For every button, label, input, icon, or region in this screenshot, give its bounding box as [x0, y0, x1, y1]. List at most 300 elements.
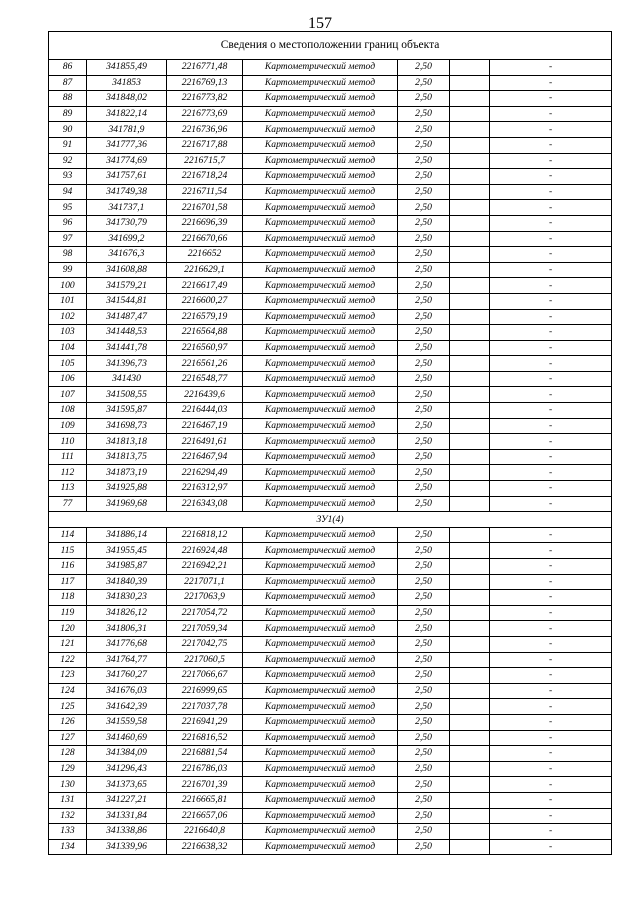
table-row: [49, 543, 612, 559]
point-number-cell: 120: [49, 621, 87, 637]
coord-y-cell: 2216924,48: [167, 543, 243, 559]
point-number-cell: 103: [49, 325, 87, 341]
accuracy-cell: 2,50: [398, 481, 450, 497]
coord-y-cell: 2216640,8: [167, 824, 243, 840]
method-cell: Картометрический метод: [243, 122, 398, 138]
coord-y-cell: 2216771,48: [167, 60, 243, 76]
description-cell: -: [490, 387, 612, 403]
table-row: [49, 122, 612, 138]
coord-x-cell: 341830,23: [87, 590, 167, 606]
coord-x-cell: 341642,39: [87, 699, 167, 715]
coord-y-cell: 2216491,61: [167, 434, 243, 450]
extra-cell: [450, 621, 490, 637]
extra-cell: [450, 184, 490, 200]
table-row: [49, 169, 612, 185]
accuracy-cell: 2,50: [398, 293, 450, 309]
point-number-cell: 91: [49, 137, 87, 153]
accuracy-cell: 2,50: [398, 231, 450, 247]
extra-cell: [450, 668, 490, 684]
coord-y-cell: 2216560,97: [167, 340, 243, 356]
accuracy-cell: 2,50: [398, 668, 450, 684]
point-number-cell: 96: [49, 215, 87, 231]
extra-cell: [450, 792, 490, 808]
point-number-cell: 134: [49, 839, 87, 855]
extra-cell: [450, 340, 490, 356]
method-cell: Картометрический метод: [243, 137, 398, 153]
accuracy-cell: 2,50: [398, 621, 450, 637]
description-cell: -: [490, 808, 612, 824]
point-number-cell: 107: [49, 387, 87, 403]
accuracy-cell: 2,50: [398, 60, 450, 76]
accuracy-cell: 2,50: [398, 683, 450, 699]
table-row: [49, 839, 612, 855]
coord-x-cell: 341296,43: [87, 761, 167, 777]
coord-x-cell: 341955,45: [87, 543, 167, 559]
table-row: [49, 590, 612, 606]
method-cell: Картометрический метод: [243, 231, 398, 247]
method-cell: Картометрический метод: [243, 60, 398, 76]
extra-cell: [450, 387, 490, 403]
coord-x-cell: 341384,09: [87, 746, 167, 762]
method-cell: Картометрический метод: [243, 761, 398, 777]
coord-x-cell: 341373,65: [87, 777, 167, 793]
accuracy-cell: 2,50: [398, 730, 450, 746]
table-row: [49, 137, 612, 153]
point-number-cell: 129: [49, 761, 87, 777]
method-cell: Картометрический метод: [243, 371, 398, 387]
table-row: [49, 309, 612, 325]
method-cell: Картометрический метод: [243, 714, 398, 730]
coord-x-cell: 341774,69: [87, 153, 167, 169]
accuracy-cell: 2,50: [398, 590, 450, 606]
description-cell: -: [490, 839, 612, 855]
accuracy-cell: 2,50: [398, 200, 450, 216]
extra-cell: [450, 106, 490, 122]
coord-y-cell: 2216711,54: [167, 184, 243, 200]
extra-cell: [450, 231, 490, 247]
method-cell: Картометрический метод: [243, 481, 398, 497]
coord-y-cell: 2217060,5: [167, 652, 243, 668]
extra-cell: [450, 371, 490, 387]
accuracy-cell: 2,50: [398, 122, 450, 138]
point-number-cell: 133: [49, 824, 87, 840]
coord-x-cell: 341595,87: [87, 403, 167, 419]
coord-x-cell: 341985,87: [87, 559, 167, 575]
coord-x-cell: 341781,9: [87, 122, 167, 138]
method-cell: Картометрический метод: [243, 449, 398, 465]
method-cell: Картометрический метод: [243, 792, 398, 808]
coord-y-cell: 2216941,29: [167, 714, 243, 730]
description-cell: -: [490, 169, 612, 185]
table-row: [49, 200, 612, 216]
coord-x-cell: 341749,38: [87, 184, 167, 200]
coord-y-cell: 2216769,13: [167, 75, 243, 91]
table-row: [49, 652, 612, 668]
point-number-cell: 131: [49, 792, 87, 808]
extra-cell: [450, 278, 490, 294]
table-row: [49, 215, 612, 231]
accuracy-cell: 2,50: [398, 434, 450, 450]
description-cell: -: [490, 278, 612, 294]
point-number-cell: 99: [49, 262, 87, 278]
table-row: [49, 325, 612, 341]
description-cell: -: [490, 590, 612, 606]
coord-y-cell: 2216548,77: [167, 371, 243, 387]
coord-y-cell: 2216881,54: [167, 746, 243, 762]
point-number-cell: 123: [49, 668, 87, 684]
table-row: [49, 559, 612, 575]
point-number-cell: 93: [49, 169, 87, 185]
coord-y-cell: 2216343,08: [167, 496, 243, 512]
accuracy-cell: 2,50: [398, 247, 450, 263]
coord-x-cell: 341757,61: [87, 169, 167, 185]
table-row: [49, 730, 612, 746]
description-cell: -: [490, 746, 612, 762]
table-row: [49, 481, 612, 497]
coord-y-cell: 2216816,52: [167, 730, 243, 746]
point-number-cell: 113: [49, 481, 87, 497]
accuracy-cell: 2,50: [398, 325, 450, 341]
extra-cell: [450, 200, 490, 216]
method-cell: Картометрический метод: [243, 418, 398, 434]
table-row: [49, 278, 612, 294]
point-number-cell: 127: [49, 730, 87, 746]
coord-x-cell: 341338,86: [87, 824, 167, 840]
description-cell: -: [490, 481, 612, 497]
coord-x-cell: 341396,73: [87, 356, 167, 372]
coord-y-cell: 2216579,19: [167, 309, 243, 325]
point-number-cell: 102: [49, 309, 87, 325]
method-cell: Картометрический метод: [243, 169, 398, 185]
method-cell: Картометрический метод: [243, 309, 398, 325]
method-cell: Картометрический метод: [243, 777, 398, 793]
table-row: [49, 106, 612, 122]
point-number-cell: 97: [49, 231, 87, 247]
coord-x-cell: 341698,73: [87, 418, 167, 434]
description-cell: -: [490, 668, 612, 684]
coord-x-cell: 341608,88: [87, 262, 167, 278]
description-cell: -: [490, 605, 612, 621]
accuracy-cell: 2,50: [398, 652, 450, 668]
method-cell: Картометрический метод: [243, 527, 398, 543]
description-cell: -: [490, 449, 612, 465]
point-number-cell: 94: [49, 184, 87, 200]
accuracy-cell: 2,50: [398, 543, 450, 559]
point-number-cell: 95: [49, 200, 87, 216]
point-number-cell: 132: [49, 808, 87, 824]
extra-cell: [450, 215, 490, 231]
extra-cell: [450, 574, 490, 590]
coord-y-cell: 2216657,06: [167, 808, 243, 824]
table-row: [49, 387, 612, 403]
coord-y-cell: 2216670,66: [167, 231, 243, 247]
point-number-cell: 88: [49, 91, 87, 107]
table-row: [49, 683, 612, 699]
coord-x-cell: 341806,31: [87, 621, 167, 637]
table-row: [49, 668, 612, 684]
coord-x-cell: 341559,58: [87, 714, 167, 730]
coord-x-cell: 341760,27: [87, 668, 167, 684]
table-row: [49, 418, 612, 434]
coord-y-cell: 2216773,69: [167, 106, 243, 122]
coord-x-cell: 341676,03: [87, 683, 167, 699]
extra-cell: [450, 169, 490, 185]
table-row: [49, 621, 612, 637]
accuracy-cell: 2,50: [398, 839, 450, 855]
extra-cell: [450, 761, 490, 777]
coord-y-cell: 2216629,1: [167, 262, 243, 278]
extra-cell: [450, 652, 490, 668]
coord-x-cell: 341855,49: [87, 60, 167, 76]
coord-x-cell: 341339,96: [87, 839, 167, 855]
table-row: [49, 434, 612, 450]
accuracy-cell: 2,50: [398, 137, 450, 153]
accuracy-cell: 2,50: [398, 106, 450, 122]
description-cell: -: [490, 714, 612, 730]
extra-cell: [450, 75, 490, 91]
method-cell: Картометрический метод: [243, 605, 398, 621]
point-number-cell: 87: [49, 75, 87, 91]
table-row: [49, 91, 612, 107]
point-number-cell: 100: [49, 278, 87, 294]
description-cell: -: [490, 403, 612, 419]
point-number-cell: 130: [49, 777, 87, 793]
coord-y-cell: 2216999,65: [167, 683, 243, 699]
description-cell: -: [490, 60, 612, 76]
coord-x-cell: 341579,21: [87, 278, 167, 294]
accuracy-cell: 2,50: [398, 777, 450, 793]
description-cell: -: [490, 137, 612, 153]
method-cell: Картометрический метод: [243, 652, 398, 668]
description-cell: -: [490, 293, 612, 309]
extra-cell: [450, 418, 490, 434]
coord-y-cell: 2216467,19: [167, 418, 243, 434]
table-row: [49, 153, 612, 169]
table-row: [49, 247, 612, 263]
coord-y-cell: 2216718,24: [167, 169, 243, 185]
description-cell: -: [490, 371, 612, 387]
section-row: [49, 512, 612, 528]
accuracy-cell: 2,50: [398, 75, 450, 91]
coord-x-cell: 341969,68: [87, 496, 167, 512]
method-cell: Картометрический метод: [243, 839, 398, 855]
description-cell: -: [490, 636, 612, 652]
point-number-cell: 98: [49, 247, 87, 263]
coord-y-cell: 2216561,26: [167, 356, 243, 372]
coord-y-cell: 2216600,27: [167, 293, 243, 309]
method-cell: Картометрический метод: [243, 75, 398, 91]
point-number-cell: 114: [49, 527, 87, 543]
table-row: [49, 231, 612, 247]
coord-y-cell: 2216717,88: [167, 137, 243, 153]
point-number-cell: 92: [49, 153, 87, 169]
table-row: [49, 293, 612, 309]
point-number-cell: 110: [49, 434, 87, 450]
method-cell: Картометрический метод: [243, 559, 398, 575]
extra-cell: [450, 543, 490, 559]
coord-x-cell: 341826,12: [87, 605, 167, 621]
table-row: [49, 714, 612, 730]
method-cell: Картометрический метод: [243, 387, 398, 403]
method-cell: Картометрический метод: [243, 465, 398, 481]
method-cell: Картометрический метод: [243, 824, 398, 840]
extra-cell: [450, 527, 490, 543]
description-cell: -: [490, 621, 612, 637]
extra-cell: [450, 60, 490, 76]
coord-y-cell: 2216312,97: [167, 481, 243, 497]
point-number-cell: 117: [49, 574, 87, 590]
coord-y-cell: 2216439,6: [167, 387, 243, 403]
table-row: [49, 808, 612, 824]
point-number-cell: 77: [49, 496, 87, 512]
method-cell: Картометрический метод: [243, 247, 398, 263]
accuracy-cell: 2,50: [398, 559, 450, 575]
table-row: [49, 356, 612, 372]
table-row: [49, 184, 612, 200]
accuracy-cell: 2,50: [398, 153, 450, 169]
table-title-row: [49, 32, 612, 60]
coord-y-cell: 2216467,94: [167, 449, 243, 465]
coord-y-cell: 2217066,67: [167, 668, 243, 684]
accuracy-cell: 2,50: [398, 387, 450, 403]
method-cell: Картометрический метод: [243, 293, 398, 309]
extra-cell: [450, 91, 490, 107]
accuracy-cell: 2,50: [398, 808, 450, 824]
coord-y-cell: 2217037,78: [167, 699, 243, 715]
description-cell: -: [490, 824, 612, 840]
point-number-cell: 109: [49, 418, 87, 434]
method-cell: Картометрический метод: [243, 543, 398, 559]
method-cell: Картометрический метод: [243, 434, 398, 450]
coord-y-cell: 2216715,7: [167, 153, 243, 169]
boundary-coordinates-table: [48, 31, 612, 855]
section-label: ЗУ1(4): [49, 512, 612, 528]
coord-x-cell: 341227,21: [87, 792, 167, 808]
method-cell: Картометрический метод: [243, 730, 398, 746]
accuracy-cell: 2,50: [398, 215, 450, 231]
accuracy-cell: 2,50: [398, 636, 450, 652]
description-cell: -: [490, 418, 612, 434]
point-number-cell: 121: [49, 636, 87, 652]
coord-x-cell: 341430: [87, 371, 167, 387]
coord-y-cell: 2217071,1: [167, 574, 243, 590]
coord-x-cell: 341776,68: [87, 636, 167, 652]
extra-cell: [450, 293, 490, 309]
table-row: [49, 527, 612, 543]
table-row: [49, 75, 612, 91]
coord-y-cell: 2216701,58: [167, 200, 243, 216]
coord-x-cell: 341813,18: [87, 434, 167, 450]
point-number-cell: 119: [49, 605, 87, 621]
method-cell: Картометрический метод: [243, 590, 398, 606]
coord-x-cell: 341886,14: [87, 527, 167, 543]
method-cell: Картометрический метод: [243, 153, 398, 169]
point-number-cell: 126: [49, 714, 87, 730]
point-number-cell: 118: [49, 590, 87, 606]
coord-y-cell: 2216773,82: [167, 91, 243, 107]
method-cell: Картометрический метод: [243, 325, 398, 341]
extra-cell: [450, 777, 490, 793]
coord-x-cell: 341853: [87, 75, 167, 91]
point-number-cell: 105: [49, 356, 87, 372]
table-row: [49, 60, 612, 76]
method-cell: Картометрический метод: [243, 668, 398, 684]
extra-cell: [450, 590, 490, 606]
extra-cell: [450, 699, 490, 715]
table-row: [49, 777, 612, 793]
coord-x-cell: 341925,88: [87, 481, 167, 497]
accuracy-cell: 2,50: [398, 340, 450, 356]
coord-x-cell: 341777,36: [87, 137, 167, 153]
coord-y-cell: 2217054,72: [167, 605, 243, 621]
coord-y-cell: 2216652: [167, 247, 243, 263]
extra-cell: [450, 325, 490, 341]
coord-x-cell: 341737,1: [87, 200, 167, 216]
description-cell: -: [490, 231, 612, 247]
extra-cell: [450, 403, 490, 419]
accuracy-cell: 2,50: [398, 465, 450, 481]
point-number-cell: 116: [49, 559, 87, 575]
description-cell: -: [490, 652, 612, 668]
accuracy-cell: 2,50: [398, 309, 450, 325]
coord-y-cell: 2216701,39: [167, 777, 243, 793]
table-title: Сведения о местоположении границ объекта: [49, 32, 612, 60]
description-cell: -: [490, 543, 612, 559]
method-cell: Картометрический метод: [243, 200, 398, 216]
description-cell: -: [490, 106, 612, 122]
coord-x-cell: 341331,84: [87, 808, 167, 824]
coord-x-cell: 341487,47: [87, 309, 167, 325]
accuracy-cell: 2,50: [398, 418, 450, 434]
method-cell: Картометрический метод: [243, 106, 398, 122]
extra-cell: [450, 449, 490, 465]
table-row: [49, 465, 612, 481]
description-cell: -: [490, 75, 612, 91]
extra-cell: [450, 714, 490, 730]
coord-x-cell: 341676,3: [87, 247, 167, 263]
description-cell: -: [490, 465, 612, 481]
extra-cell: [450, 153, 490, 169]
extra-cell: [450, 356, 490, 372]
coord-y-cell: 2216294,49: [167, 465, 243, 481]
extra-cell: [450, 730, 490, 746]
point-number-cell: 86: [49, 60, 87, 76]
coord-y-cell: 2216617,49: [167, 278, 243, 294]
description-cell: -: [490, 792, 612, 808]
accuracy-cell: 2,50: [398, 746, 450, 762]
point-number-cell: 106: [49, 371, 87, 387]
description-cell: -: [490, 309, 612, 325]
description-cell: -: [490, 356, 612, 372]
coord-x-cell: 341764,77: [87, 652, 167, 668]
extra-cell: [450, 122, 490, 138]
accuracy-cell: 2,50: [398, 184, 450, 200]
extra-cell: [450, 496, 490, 512]
description-cell: -: [490, 340, 612, 356]
point-number-cell: 101: [49, 293, 87, 309]
extra-cell: [450, 824, 490, 840]
point-number-cell: 108: [49, 403, 87, 419]
page-number: 157: [308, 15, 332, 32]
point-number-cell: 112: [49, 465, 87, 481]
accuracy-cell: 2,50: [398, 371, 450, 387]
coord-x-cell: 341848,02: [87, 91, 167, 107]
method-cell: Картометрический метод: [243, 621, 398, 637]
coord-x-cell: 341822,14: [87, 106, 167, 122]
coord-y-cell: 2216665,81: [167, 792, 243, 808]
accuracy-cell: 2,50: [398, 605, 450, 621]
description-cell: -: [490, 122, 612, 138]
